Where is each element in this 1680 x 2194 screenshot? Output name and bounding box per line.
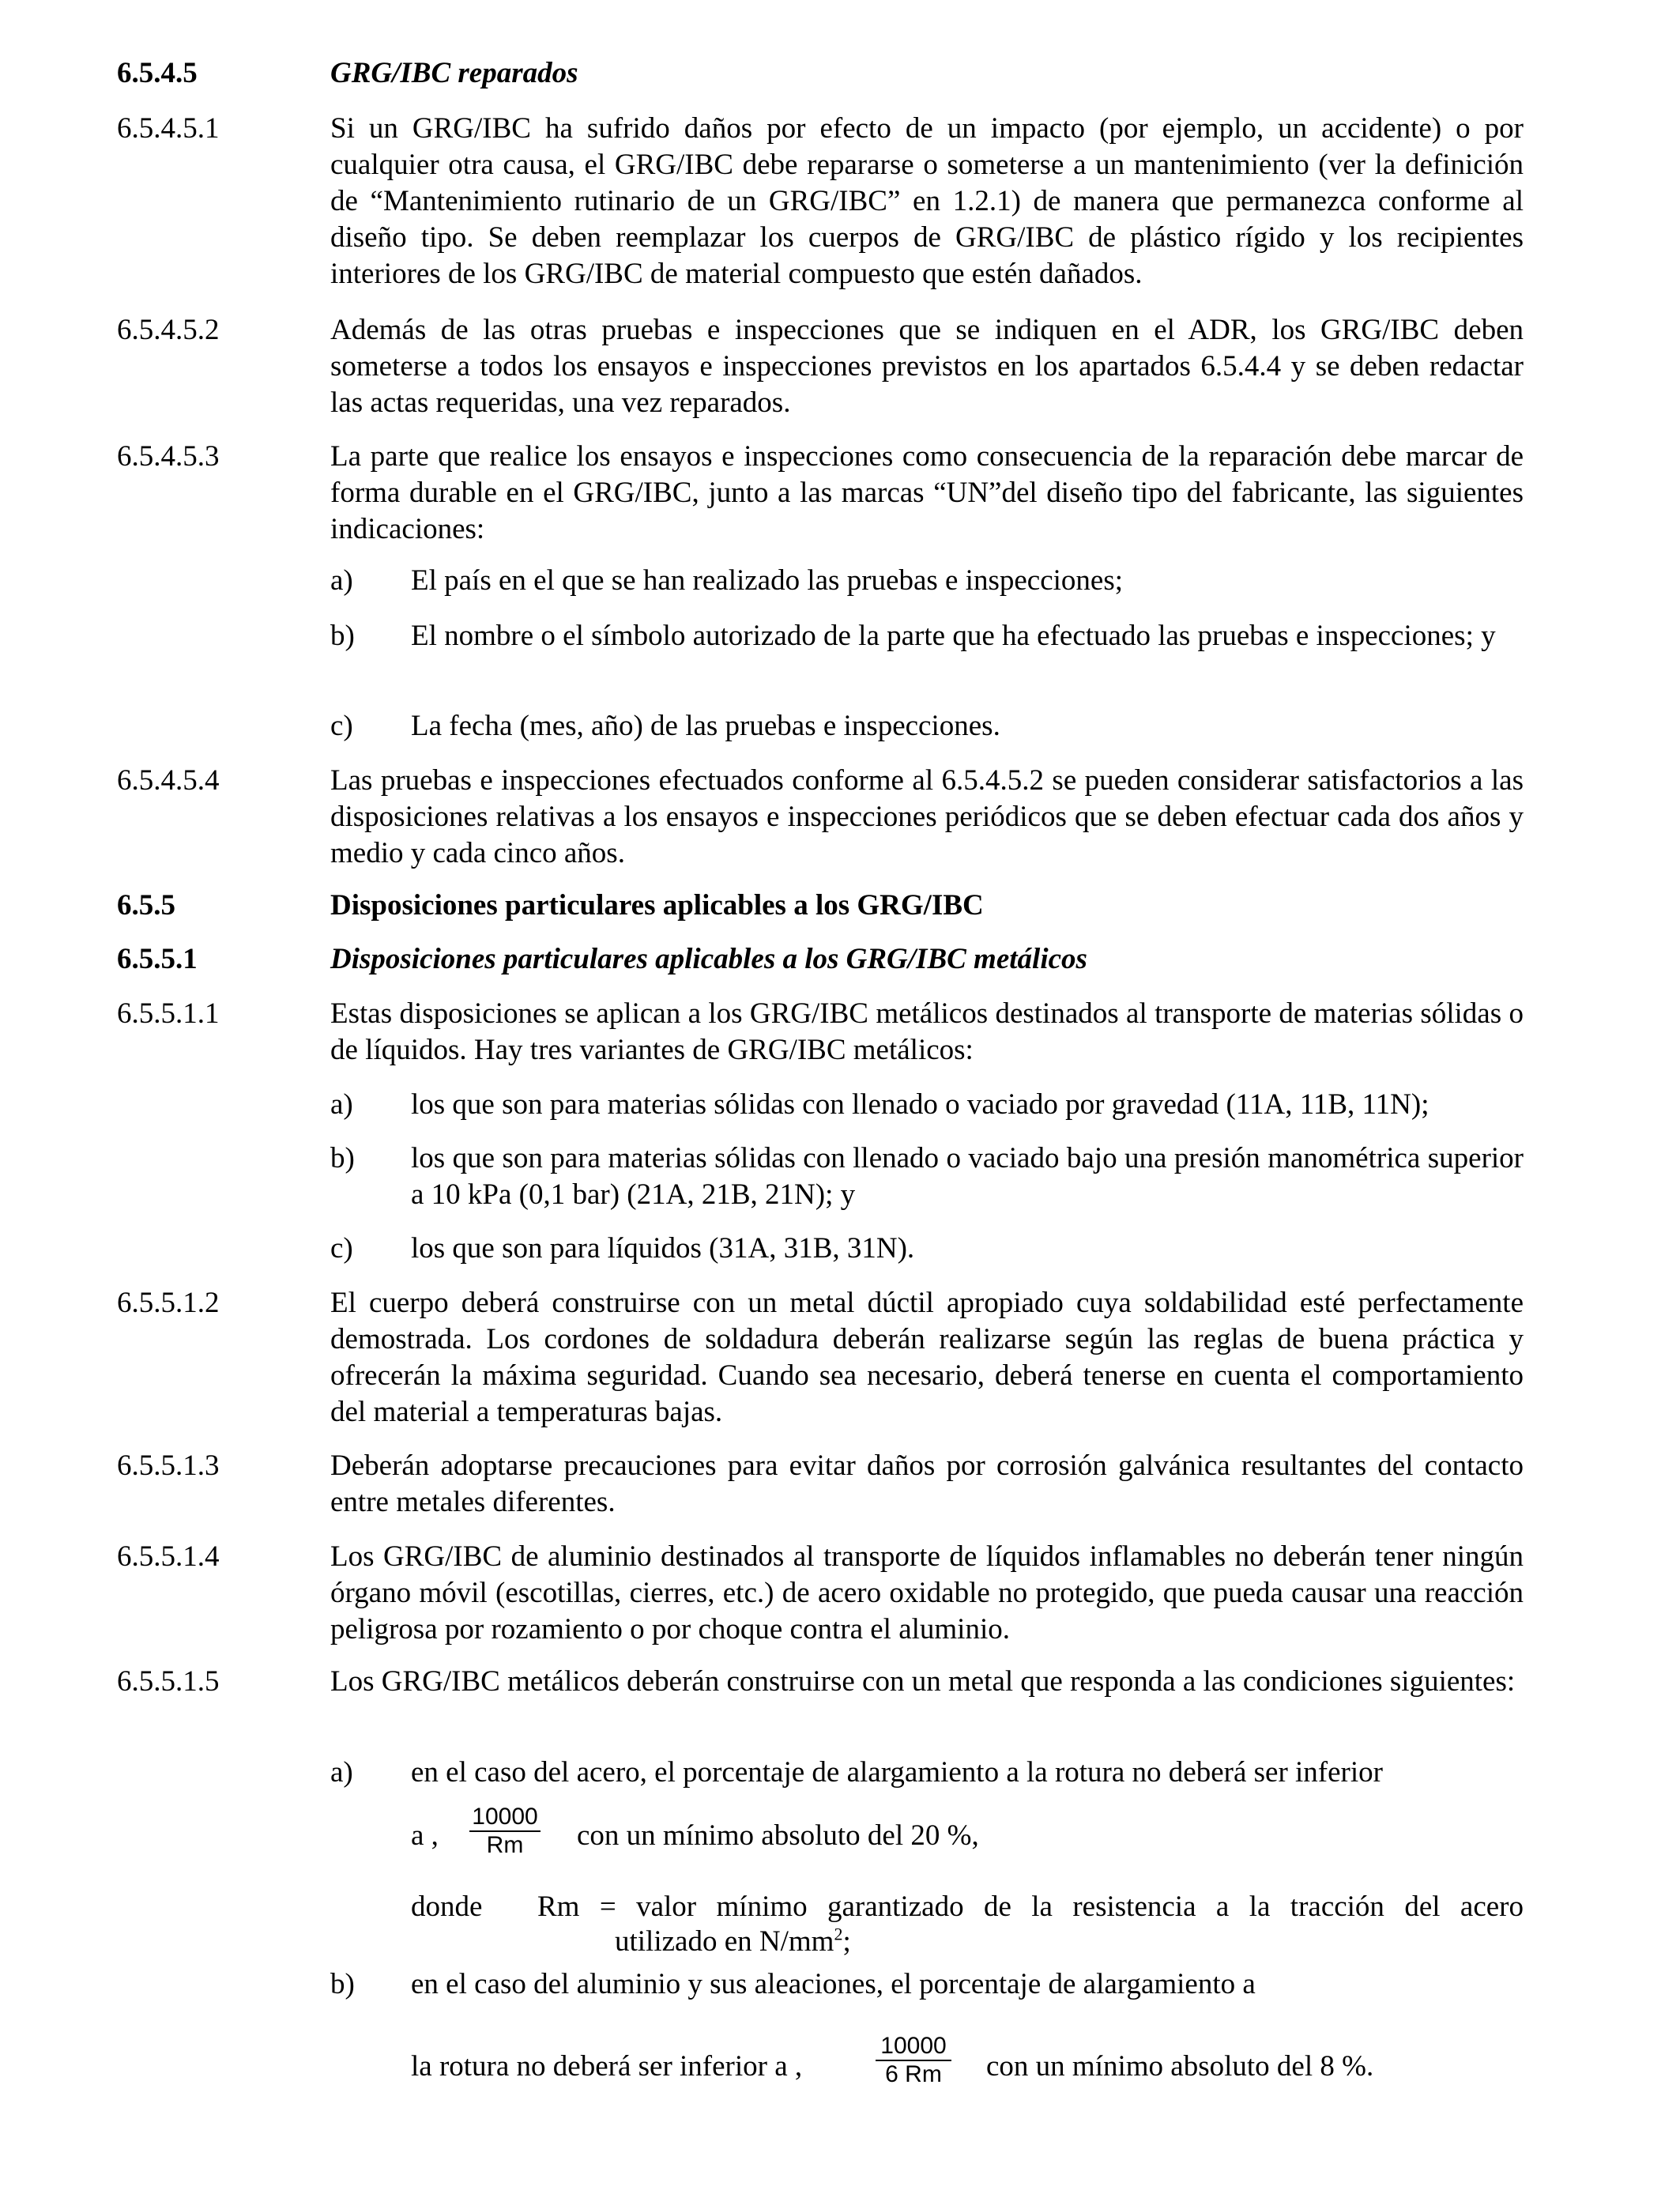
paragraph-text: Deberán adoptarse precauciones para evitar daños por corrosión galvánica resultantes del contacto entre metales diferentes. <box>330 1449 1524 1518</box>
fraction-denominator: Rm <box>469 1830 541 1859</box>
section-number: 6.5.5 <box>117 889 175 922</box>
list-text: los que son para materias sólidas con llenado o vaciado por gravedad (11A, 11B, 11N); <box>411 1088 1430 1121</box>
section-title: Disposiciones particulares aplicables a los GRG/IBC metálicos <box>330 943 1087 975</box>
fraction-steel <box>469 1804 541 1859</box>
list-letter: a) <box>330 564 353 597</box>
list-letter: a) <box>330 1088 353 1121</box>
section-number: 6.5.5.1 <box>117 943 198 975</box>
paragraph-number: 6.5.5.1.3 <box>117 1449 220 1482</box>
paragraph-text: Además de las otras pruebas e inspecciones que se indiquen en el ADR, los GRG/IBC deben someterse a todos los ensayos e inspecciones previstos en los apartados 6.5.4.4 y se deben redactar las actas requeridas, una vez reparados. <box>330 314 1524 419</box>
formula-prefix: a , <box>411 1819 439 1852</box>
donde-definition-cont <box>615 1924 851 1960</box>
paragraph-text: La parte que realice los ensayos e inspecciones como consecuencia de la reparación debe marcar de forma durable en el GRG/IBC, junto a las marcas “UN”del diseño tipo del fabricante, las siguientes indicaciones: <box>330 440 1524 545</box>
section-title: Disposiciones particulares aplicables a los GRG/IBC <box>330 889 984 922</box>
list-text: los que son para materias sólidas con llenado o vaciado bajo una presión manométrica superior a 10 kPa (0,1 bar) (21A, 21B, 21N); y <box>411 1142 1524 1211</box>
formula-suffix: con un mínimo absoluto del 20 %, <box>577 1819 979 1852</box>
paragraph-text: Estas disposiciones se aplican a los GRG/IBC metálicos destinados al transporte de materias sólidas o de líquidos. Hay tres variantes de GRG/IBC metálicos: <box>330 997 1524 1066</box>
list-text: La fecha (mes, año) de las pruebas e inspecciones. <box>411 710 1000 742</box>
section-title: GRG/IBC reparados <box>330 57 578 89</box>
paragraph-text: Los GRG/IBC de aluminio destinados al transporte de líquidos inflamables no deberán tener ningún órgano móvil (escotillas, cierres, etc.) de acero oxidable no protegido, que pueda causar una reacción peligrosa por rozamiento o por choque contra el aluminio. <box>330 1540 1524 1646</box>
paragraph-number: 6.5.5.1.5 <box>117 1665 220 1698</box>
list-letter: b) <box>330 1968 355 2000</box>
donde-label: donde <box>411 1891 483 1923</box>
paragraph-text: Los GRG/IBC metálicos deberán construirse con un metal que responda a las condiciones siguientes: <box>330 1665 1516 1698</box>
formula-prefix: la rotura no deberá ser inferior a , <box>411 2050 803 2083</box>
donde-unit-exponent: 2 <box>834 1924 843 1944</box>
list-text: en el caso del acero, el porcentaje de alargamiento a la rotura no deberá ser inferior <box>411 1756 1383 1789</box>
fraction-numerator: 10000 <box>472 1804 538 1830</box>
paragraph-number: 6.5.5.1.1 <box>117 997 220 1030</box>
paragraph-number: 6.5.4.5.2 <box>117 314 220 346</box>
list-letter: b) <box>330 1142 355 1174</box>
list-letter: b) <box>330 620 355 652</box>
paragraph-number: 6.5.4.5.3 <box>117 440 220 473</box>
paragraph-text: El cuerpo deberá construirse con un metal dúctil apropiado cuya soldabilidad esté perfectamente demostrada. Los cordones de soldadura deberán realizarse según las reglas de buena práctica y ofrecerán la máxima seguridad. Cuando sea necesario, deberá tenerse en cuenta el comportamiento del material a temperaturas bajas. <box>330 1287 1524 1428</box>
paragraph-number: 6.5.5.1.4 <box>117 1540 220 1573</box>
list-text: El nombre o el símbolo autorizado de la parte que ha efectuado las pruebas e inspecciones; y <box>411 620 1496 652</box>
list-text: en el caso del aluminio y sus aleaciones, el porcentaje de alargamiento a <box>411 1968 1256 2000</box>
paragraph-number: 6.5.4.5.4 <box>117 764 220 797</box>
list-letter: c) <box>330 1232 353 1265</box>
donde-definition: Rm = valor mínimo garantizado de la resistencia a la tracción del acero <box>537 1891 1524 1923</box>
list-text: los que son para líquidos (31A, 31B, 31N). <box>411 1232 915 1265</box>
fraction-numerator: 10000 <box>880 2033 947 2059</box>
donde-unit: utilizado en N/mm <box>615 1925 834 1958</box>
paragraph-text: Las pruebas e inspecciones efectuados conforme al 6.5.4.5.2 se pueden considerar satisfactorios a las disposiciones relativas a los ensayos e inspecciones periódicos que se deben efectuar cada dos años y medio y cada cinco años. <box>330 764 1524 869</box>
paragraph-number: 6.5.4.5.1 <box>117 112 220 145</box>
formula-suffix: con un mínimo absoluto del 8 %. <box>986 2050 1374 2083</box>
paragraph-number: 6.5.5.1.2 <box>117 1287 220 1319</box>
donde-end: ; <box>842 1925 851 1958</box>
list-letter: c) <box>330 710 353 742</box>
section-number: 6.5.4.5 <box>117 57 198 89</box>
fraction-denominator: 6 Rm <box>876 2060 951 2088</box>
fraction-aluminium <box>876 2033 951 2088</box>
paragraph-text: Si un GRG/IBC ha sufrido daños por efecto de un impacto (por ejemplo, un accidente) o por cualquier otra causa, el GRG/IBC debe repararse o someterse a un mantenimiento (ver la definición de “Mantenimiento rutinario de un GRG/IBC” en 1.2.1) de manera que permanezca conforme al diseño tipo. Se deben reemplazar los cuerpos de GRG/IBC de plástico rígido y los recipientes interiores de los GRG/IBC de material compuesto que estén dañados. <box>330 112 1524 290</box>
list-text: El país en el que se han realizado las pruebas e inspecciones; <box>411 564 1124 597</box>
list-letter: a) <box>330 1756 353 1789</box>
